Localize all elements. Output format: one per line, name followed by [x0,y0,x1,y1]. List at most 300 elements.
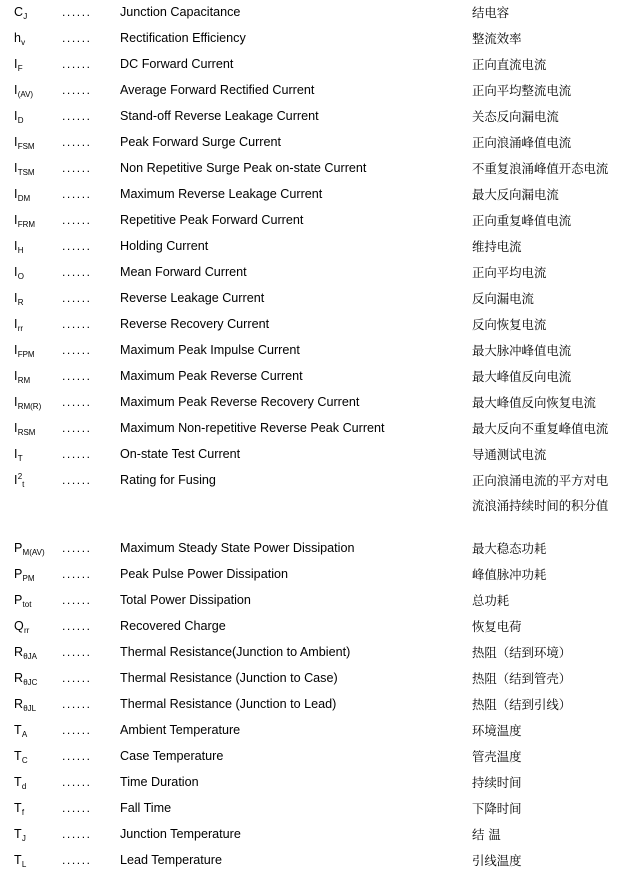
dot-leader-cell [62,208,116,234]
symbol-subscript: PM [22,574,35,583]
symbol-base: T [14,723,22,737]
symbol-subscript: θJA [23,652,38,661]
symbol-cell [0,364,62,390]
symbol-subscript: f [21,808,25,817]
symbol-base: I [14,239,18,253]
symbol-cell [0,104,62,130]
english-term-cell [116,692,472,718]
english-term: DC Forward Current [120,57,234,71]
symbol-base: T [14,853,22,867]
english-term: Time Duration [120,775,199,789]
symbol-cell [0,822,62,848]
dot-leader-cell [62,130,116,156]
symbol-text [14,593,31,607]
symbol-text [14,239,23,253]
dot-leader-cell [62,442,116,468]
symbol-cell [0,338,62,364]
symbol-cell [0,286,62,312]
english-term: Fall Time [120,801,172,815]
chinese-term: 引线温度 [472,853,522,868]
english-term: Repetitive Peak Forward Current [120,213,304,227]
symbol-base: T [14,801,22,815]
chinese-term: 结 温 [472,827,501,842]
chinese-term-cell [472,130,637,156]
symbol-text [14,421,35,435]
table-row [0,312,637,338]
english-term: Average Forward Rectified Current [120,83,315,97]
chinese-term-cell [472,312,637,338]
symbol-text [14,447,23,461]
chinese-term-cell [472,796,637,822]
chinese-term-cell [472,744,637,770]
chinese-term: 最大反向不重复峰值电流 [472,421,609,436]
table-row [0,744,637,770]
symbol-base: I [14,265,18,279]
dot-leader-cell [62,562,116,588]
chinese-term: 正向浪涌峰值电流 [472,135,572,150]
symbol-text [14,541,45,555]
dot-leader-cell [62,848,116,874]
english-term-cell [116,78,472,104]
chinese-term: 反向恢复电流 [472,317,547,332]
symbol-base: I [14,83,18,97]
dot-leader: ...... [62,619,92,633]
dot-leader: ...... [62,801,92,815]
chinese-term: 最大稳态功耗 [472,541,547,556]
symbol-base: I [14,291,18,305]
english-term: Maximum Peak Reverse Recovery Current [120,395,360,409]
dot-leader-cell [62,156,116,182]
chinese-term: 最大脉冲峰值电流 [472,343,572,358]
english-term-cell [116,260,472,286]
table-row [0,364,637,390]
chinese-term: 整流效率 [472,31,522,46]
english-term-cell [116,182,472,208]
symbol-text [14,109,23,123]
dot-leader: ...... [62,473,92,487]
symbol-base: I [14,317,18,331]
symbol-text [14,697,36,711]
english-term: Maximum Peak Impulse Current [120,343,300,357]
chinese-term: 正向浪涌电流的平方对电 [472,473,609,488]
dot-leader: ...... [62,291,92,305]
english-term-cell [116,640,472,666]
table-row [0,770,637,796]
dot-leader-cell [62,822,116,848]
dot-leader: ...... [62,775,92,789]
symbol-cell [0,78,62,104]
symbol-text [14,343,35,357]
english-term: Mean Forward Current [120,265,247,279]
english-term-cell [116,770,472,796]
symbol-subscript: C [21,756,28,765]
chinese-term-cell [472,26,637,52]
table-row [0,260,637,286]
chinese-term: 正向平均电流 [472,265,547,280]
symbol-subscript: DM [17,194,31,203]
symbol-base: I [14,109,18,123]
dot-leader: ...... [62,265,92,279]
chinese-term: 最大反向漏电流 [472,187,559,202]
english-term: Stand-off Reverse Leakage Current [120,109,319,123]
symbol-cell [0,0,62,26]
chinese-term-cell [472,52,637,78]
symbol-cell [0,588,62,614]
dot-leader: ...... [62,343,92,357]
chinese-term: 结电容 [472,5,510,20]
chinese-term-cell [472,692,637,718]
chinese-term: 不重复浪涌峰值开态电流 [472,161,609,176]
dot-leader: ...... [62,827,92,841]
chinese-term: 环境温度 [472,723,522,738]
symbol-text [14,83,33,97]
english-term-cell [116,208,472,234]
dot-leader-cell [62,666,116,692]
chinese-term-cell [472,614,637,640]
chinese-term-line2: 流浪涌持续时间的积分值 [472,498,609,513]
english-term: Thermal Resistance (Junction to Case) [120,671,338,685]
chinese-term-cell [472,588,637,614]
symbol-base: I [14,395,18,409]
symbol-cell [0,770,62,796]
dot-leader-cell [62,770,116,796]
symbol-subscript: M(AV) [22,548,45,557]
symbol-text [14,567,35,581]
symbol-base: I [14,213,18,227]
symbol-text [14,801,24,815]
symbol-text [14,853,26,867]
dot-leader-cell [62,78,116,104]
symbol-superscript: 2 [17,472,23,481]
chinese-term: 反向漏电流 [472,291,534,306]
symbol-text [14,135,35,149]
symbol-text [14,291,23,305]
dot-leader: ...... [62,567,92,581]
english-term-cell [116,536,472,562]
dot-leader-cell [62,104,116,130]
table-row [0,130,637,156]
dot-leader: ...... [62,5,92,19]
dot-leader: ...... [62,593,92,607]
symbol-subscript: rr [17,324,24,333]
symbol-cell [0,718,62,744]
chinese-term-cell [472,640,637,666]
table-row [0,0,637,26]
chinese-term: 管壳温度 [472,749,522,764]
symbol-text [14,31,25,45]
dot-leader-cell [62,338,116,364]
symbol-cell [0,614,62,640]
table-row [0,666,637,692]
chinese-term: 总功耗 [472,593,510,608]
table-row [0,442,637,468]
chinese-term-cell [472,260,637,286]
symbol-cell [0,390,62,416]
dot-leader: ...... [62,749,92,763]
english-term-cell [116,796,472,822]
dot-leader: ...... [62,723,92,737]
english-term: Junction Temperature [120,827,241,841]
symbol-subscript: RM [17,376,31,385]
symbol-subscript: A [21,730,28,739]
table-row [0,416,637,442]
dot-leader-cell [62,744,116,770]
dot-leader-cell [62,312,116,338]
symbol-cell [0,640,62,666]
symbol-subscript: T [17,454,23,463]
symbol-base: R [14,697,24,711]
dot-leader-cell [62,640,116,666]
chinese-term-cell [472,848,637,874]
english-term: Junction Capacitance [120,5,241,19]
english-term-cell [116,666,472,692]
symbol-cell [0,666,62,692]
english-term: Lead Temperature [120,853,222,867]
dot-leader: ...... [62,395,92,409]
dot-leader: ...... [62,161,92,175]
chinese-term-cell [472,208,637,234]
english-term: On-state Test Current [120,447,241,461]
dot-leader: ...... [62,135,92,149]
symbol-cell [0,182,62,208]
symbol-text [14,395,41,409]
symbol-base: h [14,31,22,45]
dot-leader: ...... [62,317,92,331]
symbol-text [14,213,35,227]
symbol-base: P [14,541,23,555]
symbol-subscript: L [21,860,27,869]
symbol-cell [0,536,62,562]
english-term-cell [116,744,472,770]
symbol-cell [0,796,62,822]
english-term-cell [116,614,472,640]
english-term: Recovered Charge [120,619,226,633]
symbol-subscript: R [17,298,24,307]
english-term-cell [116,588,472,614]
chinese-term-cell [472,78,637,104]
chinese-term: 正向平均整流电流 [472,83,572,98]
english-term: Peak Pulse Power Dissipation [120,567,288,581]
symbol-base: T [14,827,22,841]
chinese-term-cell [472,364,637,390]
chinese-term-cell [472,156,637,182]
dot-leader-cell [62,0,116,26]
chinese-term-cell [472,442,637,468]
symbol-text [14,671,37,685]
english-term: Peak Forward Surge Current [120,135,281,149]
dot-leader-cell [62,52,116,78]
dot-leader: ...... [62,645,92,659]
english-term-cell [116,26,472,52]
symbol-base: R [14,645,24,659]
symbol-text [14,619,29,633]
symbol-text [14,827,26,841]
english-term-cell [116,156,472,182]
chinese-term-cell [472,468,637,518]
symbol-base: I [14,57,18,71]
table-row [0,640,637,666]
symbol-base: T [14,775,22,789]
chinese-term-cell [472,338,637,364]
table-row [0,104,637,130]
symbol-subscript: D [17,116,24,125]
table-row [0,26,637,52]
english-term: Rectification Efficiency [120,31,246,45]
english-term-cell [116,468,472,518]
symbol-base: I [14,369,18,383]
english-term-cell [116,234,472,260]
english-term-cell [116,0,472,26]
table-row [0,848,637,874]
symbol-subscript: RSM [17,428,36,437]
chinese-term-cell [472,770,637,796]
dot-leader-cell [62,692,116,718]
symbol-base: Q [14,619,24,633]
symbol-subscript: J [23,12,28,21]
symbol-subscript: O [17,272,24,281]
dot-leader: ...... [62,853,92,867]
english-term-cell [116,718,472,744]
symbol-base: R [14,671,24,685]
chinese-term-cell [472,666,637,692]
english-term: Ambient Temperature [120,723,241,737]
chinese-term-cell [472,104,637,130]
english-term-cell [116,338,472,364]
english-term-cell [116,312,472,338]
english-term-cell [116,130,472,156]
symbol-cell [0,26,62,52]
symbol-text [14,161,35,175]
chinese-term: 热阻（结到引线） [472,697,572,712]
chinese-term: 关态反向漏电流 [472,109,559,124]
chinese-term: 正向直流电流 [472,57,547,72]
table-row [0,52,637,78]
symbol-cell [0,234,62,260]
dot-leader-cell [62,614,116,640]
dot-leader: ...... [62,187,92,201]
symbol-cell [0,692,62,718]
symbol-cell [0,562,62,588]
english-term: Maximum Reverse Leakage Current [120,187,323,201]
symbol-subscript: RM(R) [17,402,42,411]
english-term: Thermal Resistance(Junction to Ambient) [120,645,351,659]
dot-leader-cell [62,286,116,312]
dot-leader: ...... [62,369,92,383]
english-term: Maximum Peak Reverse Current [120,369,303,383]
chinese-term: 正向重复峰值电流 [472,213,572,228]
table-row [0,468,637,518]
english-term: Total Power Dissipation [120,593,251,607]
chinese-term: 恢复电荷 [472,619,522,634]
section-spacer-cell [0,518,637,536]
dot-leader: ...... [62,239,92,253]
dot-leader: ...... [62,541,92,555]
symbol-text [14,473,24,487]
symbol-text [14,5,27,19]
table-row [0,692,637,718]
symbol-subscript: t [22,480,25,489]
dot-leader-cell [62,390,116,416]
table-row [0,234,637,260]
chinese-term-cell [472,822,637,848]
symbol-cell [0,416,62,442]
symbol-text [14,369,30,383]
dot-leader-cell [62,796,116,822]
symbol-cell [0,468,62,518]
table-row [0,156,637,182]
chinese-term-cell [472,286,637,312]
dot-leader-cell [62,588,116,614]
symbol-subscript: rr [23,626,30,635]
chinese-term: 峰值脉冲功耗 [472,567,547,582]
chinese-term: 维持电流 [472,239,522,254]
dot-leader-cell [62,182,116,208]
chinese-term-cell [472,390,637,416]
symbol-subscript: v [21,38,26,47]
symbol-cell [0,848,62,874]
dot-leader-cell [62,416,116,442]
dot-leader: ...... [62,57,92,71]
table-row [0,536,637,562]
table-row [0,718,637,744]
symbol-subscript: FRM [17,220,36,229]
table-row [0,182,637,208]
english-term-cell [116,442,472,468]
symbol-text [14,723,27,737]
symbol-cell [0,52,62,78]
table-row [0,588,637,614]
table-row [0,390,637,416]
english-term: Maximum Non-repetitive Reverse Peak Current [120,421,385,435]
english-term-cell [116,104,472,130]
dot-leader-cell [62,234,116,260]
dot-leader-cell [62,718,116,744]
english-term: Non Repetitive Surge Peak on-state Current [120,161,367,175]
chinese-term-cell [472,536,637,562]
table-row [0,796,637,822]
english-term: Thermal Resistance (Junction to Lead) [120,697,337,711]
dot-leader: ...... [62,671,92,685]
dot-leader: ...... [62,421,92,435]
symbol-subscript: J [21,834,26,843]
symbol-text [14,775,26,789]
english-term: Case Temperature [120,749,224,763]
english-term: Reverse Leakage Current [120,291,265,305]
chinese-term-cell [472,182,637,208]
chinese-term-cell [472,0,637,26]
symbol-cell [0,442,62,468]
symbol-subscript: d [21,782,27,791]
symbol-base: I [14,421,18,435]
dot-leader: ...... [62,83,92,97]
symbol-base: I [14,135,18,149]
symbol-cell [0,130,62,156]
dot-leader-cell [62,468,116,518]
table-row [0,614,637,640]
symbol-base: P [14,593,23,607]
symbol-subscript: F [17,64,23,73]
symbol-text [14,187,30,201]
english-term-cell [116,848,472,874]
symbol-base: I [14,161,18,175]
symbol-text [14,749,28,763]
chinese-term: 热阻（结到管壳） [472,671,572,686]
symbol-base: I [14,187,18,201]
english-term: Maximum Steady State Power Dissipation [120,541,355,555]
symbol-subscript: H [17,246,24,255]
chinese-term: 最大峰值反向电流 [472,369,572,384]
dot-leader: ...... [62,697,92,711]
